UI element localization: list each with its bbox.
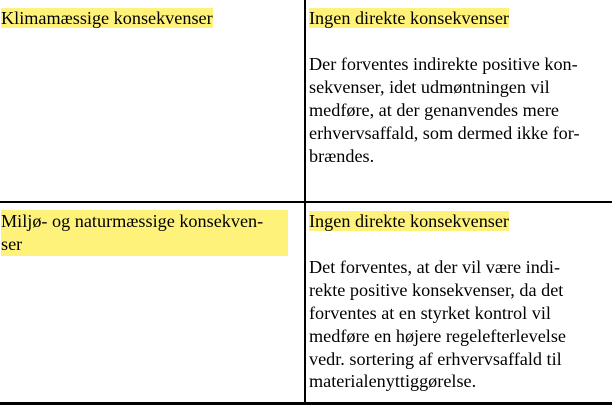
environment-body-paragraph: [309, 256, 609, 393]
environment-body-line: materialenyttiggørelse.: [309, 371, 477, 392]
environment-body-line: vedr. sortering af erhvervsaffald til: [309, 348, 562, 369]
climate-label-cell: [0, 0, 305, 202]
paragraph-gap: [309, 30, 612, 53]
climate-body-line: erhvervsaffald, som dermed ikke for-: [309, 122, 580, 143]
environment-label-cell: [0, 202, 305, 404]
environment-body-line: forventes at en styrket kontrol vil: [309, 302, 551, 323]
environment-body-line: medføre en højere regelefterlevelse: [309, 325, 566, 346]
table-row-environment: [0, 202, 612, 404]
climate-body-line: sekvenser, idet udmøntningen vil: [309, 76, 550, 97]
climate-body-line: Der forventes indirekte positive kon-: [309, 53, 578, 74]
climate-label: Klimamæssige konsekvenser: [1, 8, 213, 28]
paragraph-gap: [309, 233, 612, 256]
environment-label: [1, 210, 288, 256]
environment-body-line: Det forventes, at der vil være indi-: [309, 256, 561, 277]
environment-heading: Ingen direkte konsekvenser: [309, 211, 509, 231]
environment-label-line: ser: [1, 233, 23, 254]
climate-body-line: brændes.: [309, 145, 375, 166]
climate-heading: Ingen direkte konsekvenser: [309, 8, 509, 28]
climate-content-cell: [305, 0, 612, 202]
environment-content-cell: [305, 202, 612, 404]
climate-body-line: medføre, at der genanvendes mere: [309, 99, 559, 120]
table-row-climate: [0, 0, 612, 202]
environment-body-line: rekte positive konsekvenser, da det: [309, 279, 564, 300]
climate-body-paragraph: [309, 53, 609, 168]
environment-label-line: Miljø- og naturmæssige konsekven-: [1, 211, 264, 231]
